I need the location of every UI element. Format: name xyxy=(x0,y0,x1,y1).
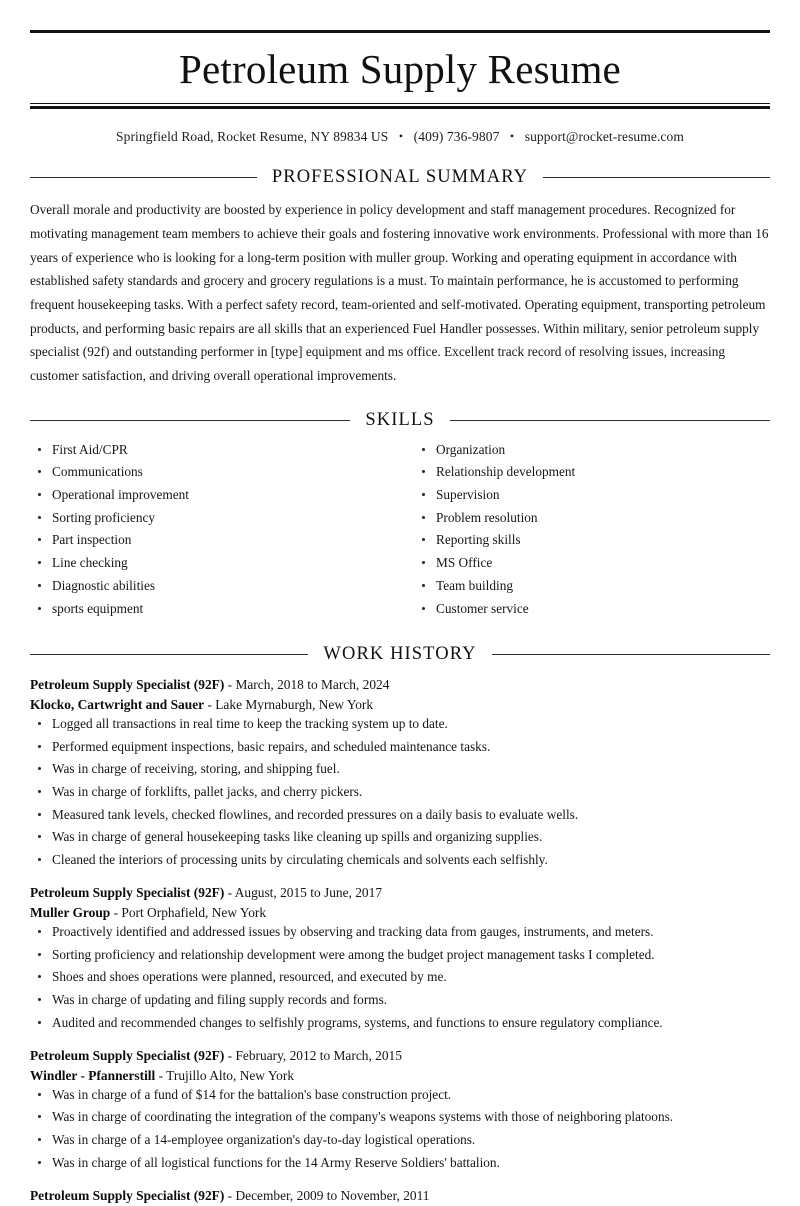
list-item xyxy=(30,851,770,869)
list-item xyxy=(30,554,400,572)
list-item xyxy=(414,509,770,527)
list-item xyxy=(30,1154,770,1172)
skill-label: Operational improvement xyxy=(52,487,189,503)
list-item xyxy=(30,1014,770,1032)
list-item xyxy=(30,968,770,986)
skill-label: Organization xyxy=(436,441,506,457)
section-heading-label: PROFESSIONAL SUMMARY xyxy=(271,167,529,188)
job-bullet-list xyxy=(30,923,770,1032)
contact-separator-2: • xyxy=(509,129,515,144)
skill-label: Relationship development xyxy=(436,464,576,480)
list-item xyxy=(414,600,770,618)
list-item xyxy=(30,600,400,618)
job-dates: - March, 2018 to March, 2024 xyxy=(224,677,390,693)
skill-label: Supervision xyxy=(436,487,500,503)
section-heading-work-history xyxy=(30,644,770,665)
job-title: Petroleum Supply Specialist (92F) xyxy=(30,677,225,693)
skill-label: Part inspection xyxy=(52,532,132,548)
work-history-entry xyxy=(30,1186,770,1206)
list-item xyxy=(30,441,400,459)
contact-address: Springfield Road, Rocket Resume, NY 89834 US xyxy=(116,129,389,145)
skills-list-right xyxy=(414,441,770,618)
list-item xyxy=(30,486,400,504)
job-bullet-label: Was in charge of a fund of $14 for the battalion's base construction project. xyxy=(52,1086,452,1102)
section-rule-right xyxy=(492,654,770,655)
list-item xyxy=(30,531,400,549)
section-rule-left xyxy=(30,177,257,178)
job-bullet-label: Shoes and shoes operations were planned, resourced, and executed by me. xyxy=(52,969,447,985)
header-rule-bottom xyxy=(30,103,770,109)
skill-label: Sorting proficiency xyxy=(52,509,156,525)
job-bullet-list xyxy=(30,1086,770,1172)
list-item xyxy=(414,554,770,572)
skill-label: Team building xyxy=(436,577,513,593)
list-item xyxy=(414,463,770,481)
list-item xyxy=(30,715,770,733)
job-title: Petroleum Supply Specialist (92F) xyxy=(30,1187,225,1203)
list-item xyxy=(30,923,770,941)
skill-label: Diagnostic abilities xyxy=(52,577,156,593)
job-company: Windler - Pfannerstill xyxy=(30,1067,156,1083)
list-item xyxy=(414,577,770,595)
list-item xyxy=(30,760,770,778)
header-rule-top xyxy=(30,30,770,33)
list-item xyxy=(414,486,770,504)
job-company-line xyxy=(30,903,770,923)
list-item xyxy=(414,531,770,549)
work-history-entry xyxy=(30,1046,770,1172)
job-bullet-list xyxy=(30,715,770,869)
skill-label: Problem resolution xyxy=(436,509,538,525)
job-title-line xyxy=(30,675,770,695)
list-item xyxy=(30,783,770,801)
job-bullet-label: Audited and recommended changes to selfishly programs, systems, and functions to ensure regulatory compliance. xyxy=(52,1014,663,1030)
job-company-line xyxy=(30,695,770,715)
job-title: Petroleum Supply Specialist (92F) xyxy=(30,885,225,901)
job-title-line xyxy=(30,1186,770,1206)
job-location: - Port Orphafield, New York xyxy=(110,905,267,921)
job-title: Petroleum Supply Specialist (92F) xyxy=(30,1048,225,1063)
list-item xyxy=(30,738,770,756)
list-item xyxy=(30,828,770,846)
section-rule-right xyxy=(450,420,770,421)
job-bullet-label: Proactively identified and addressed issues by observing and tracking data from gauges, instruments, and meters. xyxy=(52,923,654,939)
professional-summary-text: Overall morale and productivity are boosted by experience in policy development and staff management procedures. Recognized for motivating management team members to achieve their goals and fostering innovative work environments. Professional with more than 16 years of experience who is looking for a long-term position with muller group. Working and operating equipment in accordance with established safety standards and grocery and grocery regulations is a must. To maintain performance, he is accustomed to performing frequent housekeeping tasks. With a perfect safety record, team-oriented and self-motivated. Operating equipment, transporting petroleum products, and performing basic repairs are all skills that an experienced Fuel Handler possesses. Within military, senior petroleum supply specialist (92f) and outstanding performer in [type] equipment and ms office. Excellent track record of resolving issues, increasing customer satisfaction, and driving overall operational improvements. xyxy=(30,202,769,383)
job-dates: - August, 2015 to June, 2017 xyxy=(224,885,383,901)
job-bullet-label: Measured tank levels, checked flowlines, and recorded pressures on a daily basis to evaluate wells. xyxy=(52,806,579,822)
skills-list-left xyxy=(30,441,400,618)
skills-columns xyxy=(30,441,770,623)
section-rule-left xyxy=(30,420,350,421)
skill-label: sports equipment xyxy=(52,600,144,616)
section-rule-left xyxy=(30,654,308,655)
job-bullet-label: Was in charge of coordinating the integration of the company's weapons systems with those of neighboring platoons. xyxy=(52,1109,674,1125)
work-history-list xyxy=(30,675,770,1206)
job-bullet-label: Logged all transactions in real time to keep the tracking system up to date. xyxy=(52,715,448,731)
skill-label: Reporting skills xyxy=(436,532,521,548)
job-bullet-label: Cleaned the interiors of processing units by circulating chemicals and solvents each selfishly. xyxy=(52,852,548,868)
job-title-line xyxy=(30,883,770,903)
job-bullet-label: Was in charge of receiving, storing, and shipping fuel. xyxy=(52,761,340,777)
job-company: Muller Group xyxy=(30,905,111,921)
skill-label: Customer service xyxy=(436,600,529,616)
work-history-entry xyxy=(30,675,770,869)
section-rule-right xyxy=(543,177,770,178)
list-item xyxy=(30,1108,770,1126)
job-bullet-label: Was in charge of a 14-employee organization's day-to-day logistical operations. xyxy=(52,1132,476,1148)
job-bullet-label: Sorting proficiency and relationship development were among the budget project management tasks I completed. xyxy=(52,946,655,962)
job-dates: - December, 2009 to November, 2011 xyxy=(224,1187,430,1203)
contact-email[interactable]: support@rocket-resume.com xyxy=(524,129,684,145)
list-item xyxy=(414,441,770,459)
job-company: Klocko, Cartwright and Sauer xyxy=(30,697,205,713)
list-item xyxy=(30,509,400,527)
list-item xyxy=(30,1086,770,1104)
section-heading-label: WORK HISTORY xyxy=(323,644,477,665)
list-item xyxy=(30,991,770,1009)
skills-column-right xyxy=(400,441,770,623)
job-bullet-label: Performed equipment inspections, basic repairs, and scheduled maintenance tasks. xyxy=(52,738,491,754)
skill-label: Communications xyxy=(52,464,143,480)
job-dates: - February, 2012 to March, 2015 xyxy=(224,1048,402,1063)
skills-column-left xyxy=(30,441,400,623)
section-heading-professional-summary xyxy=(30,167,770,188)
job-company-line xyxy=(30,1066,770,1086)
job-bullet-label: Was in charge of forklifts, pallet jacks, and cherry pickers. xyxy=(52,784,363,800)
job-location: - Lake Myrnaburgh, New York xyxy=(204,697,374,713)
contact-separator-1: • xyxy=(398,129,404,144)
resume-document xyxy=(0,30,800,1203)
skill-label: First Aid/CPR xyxy=(52,441,128,457)
list-item xyxy=(30,577,400,595)
skill-label: Line checking xyxy=(52,555,128,571)
list-item xyxy=(30,946,770,964)
skill-label: MS Office xyxy=(436,555,493,571)
job-bullet-label: Was in charge of general housekeeping tasks like cleaning up spills and organizing supplies. xyxy=(52,829,543,845)
contact-phone[interactable]: (409) 736-9807 xyxy=(413,129,500,145)
section-heading-label: SKILLS xyxy=(365,409,435,430)
list-item xyxy=(30,463,400,481)
section-heading-skills xyxy=(30,410,770,431)
job-title-line xyxy=(30,1046,770,1066)
list-item xyxy=(30,806,770,824)
job-bullet-label: Was in charge of updating and filing supply records and forms. xyxy=(52,992,388,1008)
job-bullet-label: Was in charge of all logistical functions for the 14 Army Reserve Soldiers' battalion. xyxy=(52,1154,500,1170)
job-location: - Trujillo Alto, New York xyxy=(155,1067,295,1083)
list-item xyxy=(30,1131,770,1149)
page-title: Petroleum Supply Resume xyxy=(179,46,621,92)
contact-line xyxy=(30,129,770,145)
work-history-entry xyxy=(30,883,770,1032)
